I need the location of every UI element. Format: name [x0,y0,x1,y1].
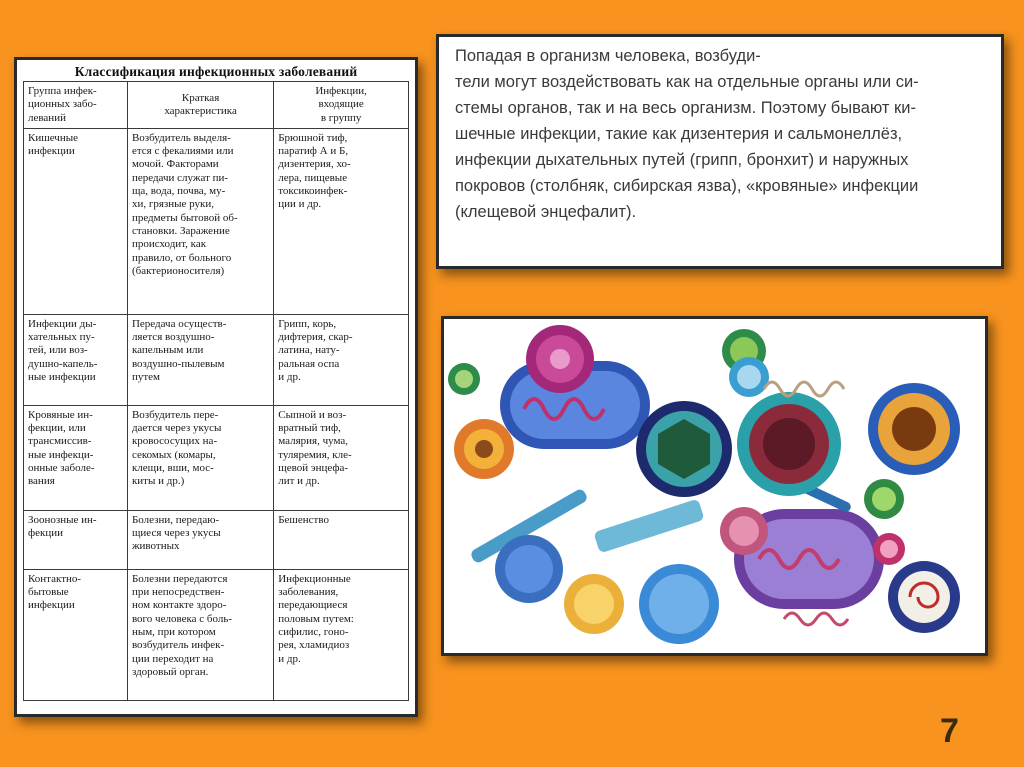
row-description: Болезни, передаю- щиеся через укусы животных [127,510,273,569]
row-infections: Бешенство [274,510,409,569]
virus-particle [720,507,768,555]
row-description: Передача осуществ- ляется воздушно- капельным или воздушно-пылевым путем [127,314,273,405]
row-group: Инфекции ды- хательных пу- тей, или воз- душно-капель- ные инфекции [24,314,128,405]
row-infections: Инфекционные заболевания, передающиеся половым путем: сифилис, гоно- рея, хламидиоз и др. [274,569,409,700]
row-infections: Грипп, корь, дифтерия, скар- латина, нату- ральная оспа и др. [274,314,409,405]
virus-particle [888,561,960,633]
row-group: Кишечные инфекции [24,128,128,314]
header-group: Группа инфек- ционных забо- леваний [24,82,128,129]
table-row [24,405,409,510]
excerpt-paragraph: Попадая в организм человека, возбуди- тели могут воздействовать как на отдельные органы или си- стемы органов, так и на весь организм. Поэтому бывают ки- шечные инфекции, такие как дизентерия и сальмонеллёз, инфекции дыхательных путей (грипп, бронхит) и наружных покровов (столбняк, сибирская язва), «кровяные» инфекции (клещевой энцефалит). [455,47,919,221]
classification-table [23,81,409,701]
row-group: Контактно- бытовые инфекции [24,569,128,700]
table-row [24,314,409,405]
row-infections: Брюшной тиф, паратиф А и Б, дизентерия, хо- лера, пищевые токсикоинфек- ции и др. [274,128,409,314]
header-infections: Инфекции, входящие в группу [274,82,409,129]
virus-particle [873,533,905,565]
virus-collage-illustration [444,319,979,647]
virus-particle [526,325,594,393]
virus-particle [737,392,841,496]
virus-particle [448,363,480,395]
table-row [24,128,409,314]
row-group: Зоонозные ин- фекции [24,510,128,569]
virus-illustration-panel [441,316,988,656]
virus-particle [864,479,904,519]
table-header-row [24,82,409,129]
virus-particle [636,401,732,497]
virus-particle [495,535,563,603]
table-row [24,569,409,700]
header-description: Краткая характеристика [127,82,273,129]
row-description: Возбудитель пере- дается через укусы кровососущих на- секомых (комары, клещи, вши, мос- киты и др.) [127,405,273,510]
row-description: Болезни передаются при непосредствен- ном контакте здоро- вого человека с боль- ным, при котором возбудитель инфек- ции переходит на здоровый орган. [127,569,273,700]
virus-particle [454,419,514,479]
row-description: Возбудитель выделя- ется с фекалиями или мочой. Факторами передачи служат пи- ща, вода, почва, му- хи, грязные руки, предметы бытовой об- становки. Заражение происходит, как правило, от больного (бактерионосителя) [127,128,273,314]
virus-particle [564,574,624,634]
virus-particle [868,383,960,475]
virus-particle [729,357,769,397]
table-row [24,510,409,569]
table-title: Классификация инфекционных заболеваний [74,64,358,79]
classification-table-panel [14,57,418,717]
row-infections: Сыпной и воз- вратный тиф, малярия, чума, туляремия, кле- щевой энцефа- лит и др. [274,405,409,510]
virus-particle [639,564,719,644]
row-group: Кровяные ин- фекции, или трансмиссив- ные инфекци- онные заболе- вания [24,405,128,510]
page-number: 7 [940,712,959,750]
text-excerpt-panel [436,34,1004,269]
